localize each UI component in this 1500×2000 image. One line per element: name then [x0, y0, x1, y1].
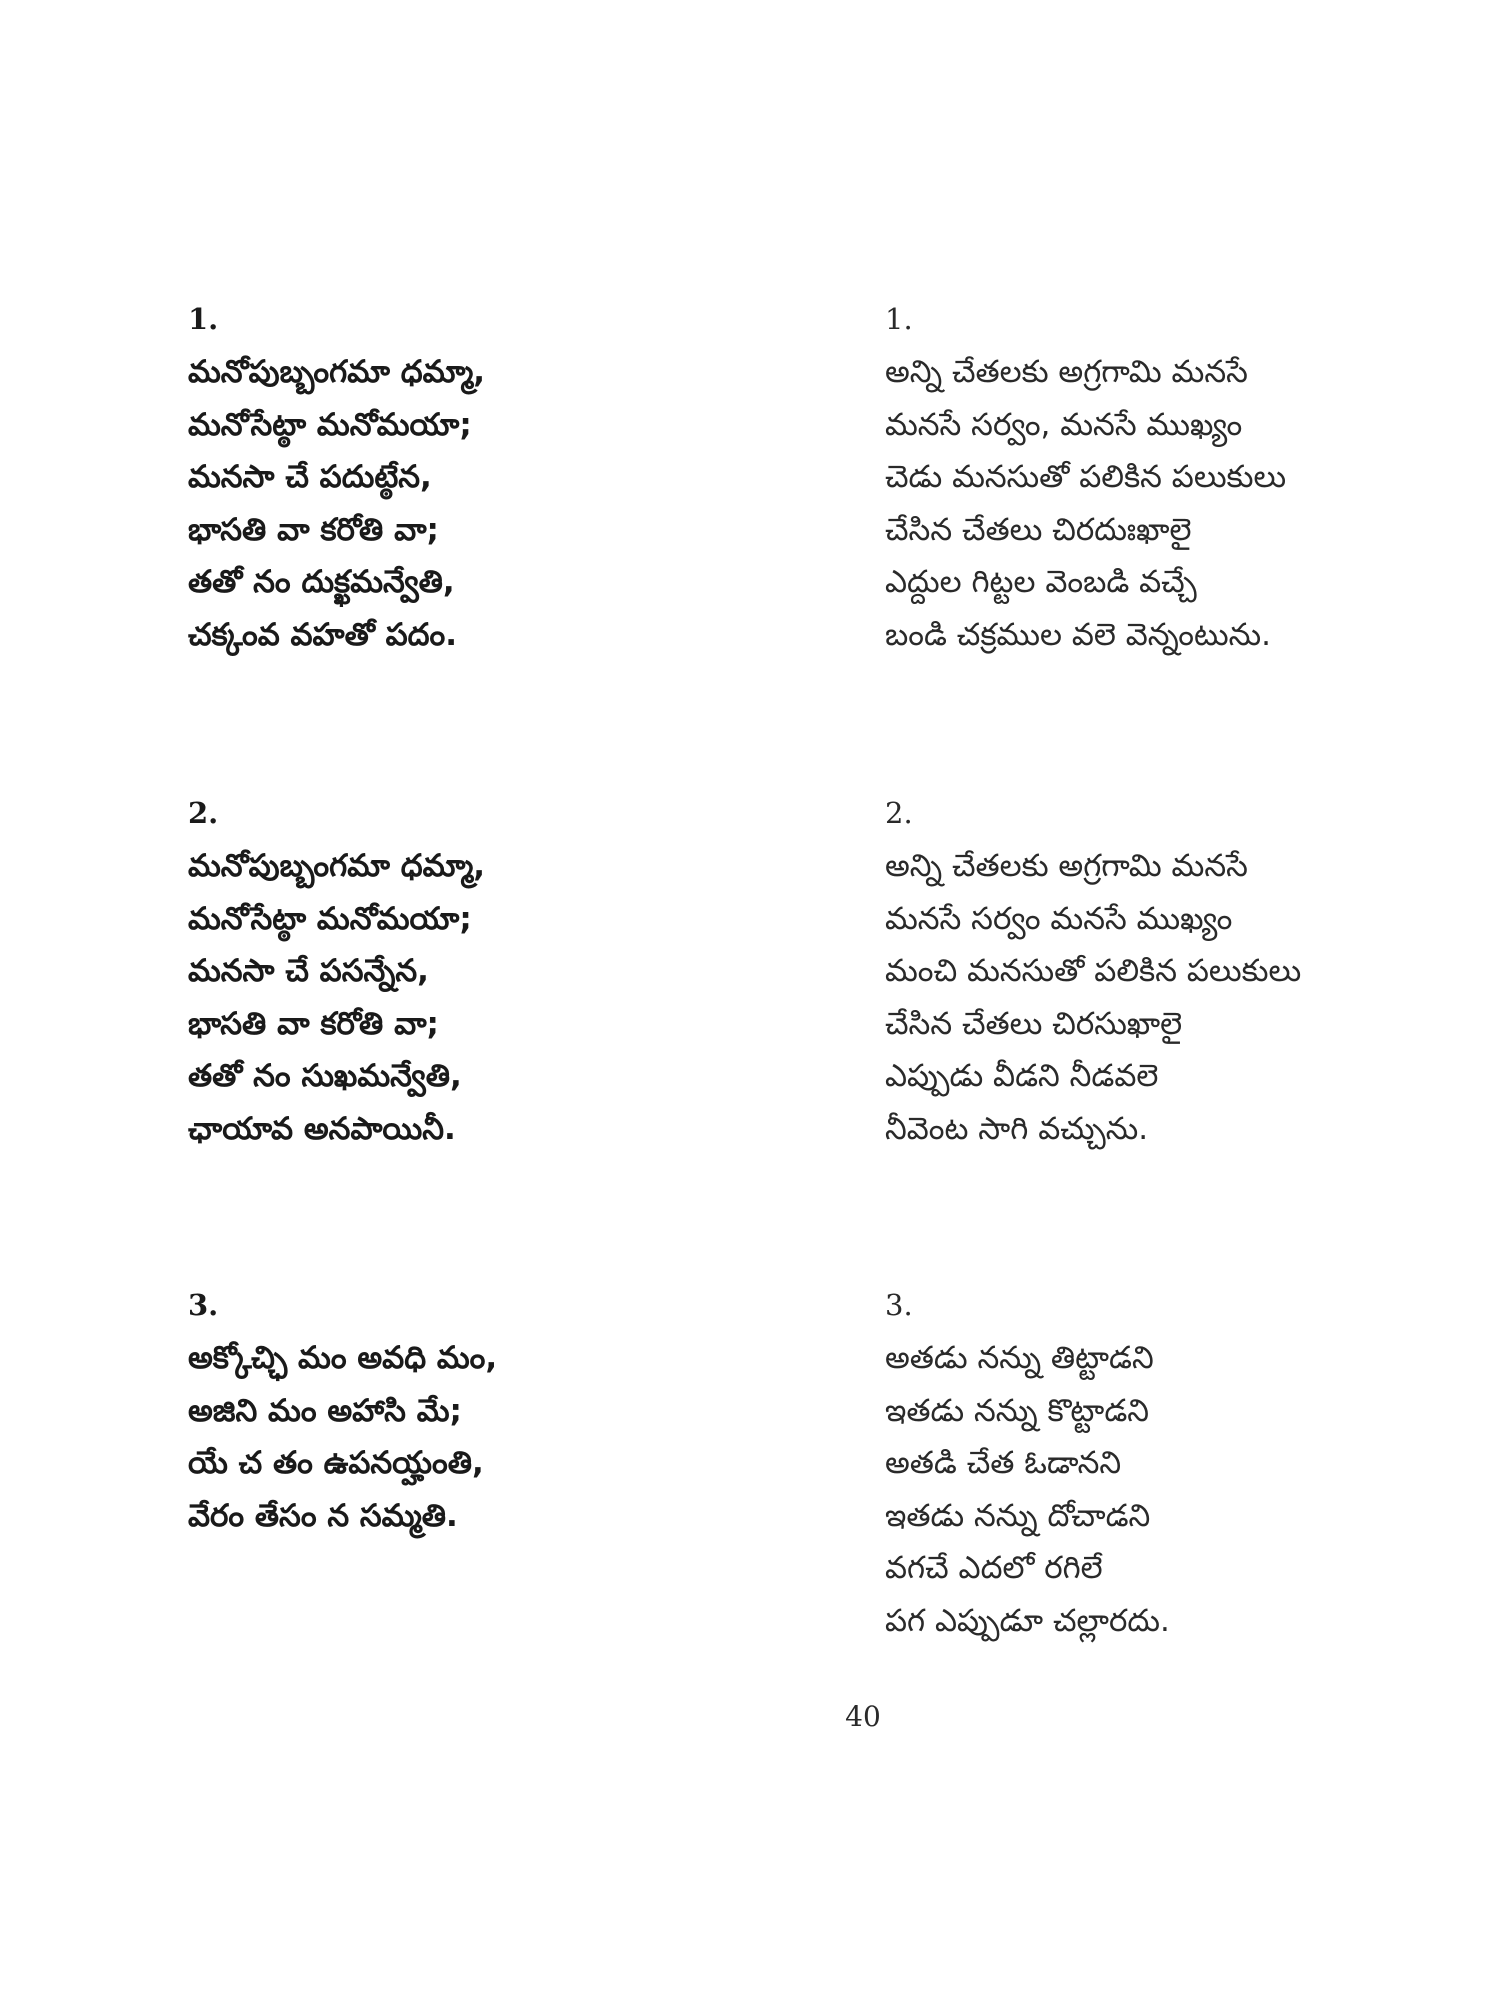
- verse-1-telugu: [885, 292, 1286, 661]
- verse-line: ఎప్పుడు వీడని నీడవలె: [885, 1058, 1159, 1094]
- verse-line: మనసే సర్వం మనసే ముఖ్యం: [885, 900, 1233, 937]
- verse-number: 2.: [188, 796, 219, 830]
- verse-line: అక్కోచ్ఛి మం అవధి మం,: [188, 1340, 498, 1376]
- verse-3-telugu: [885, 1278, 1170, 1647]
- verse-line: మనోసేట్ఠా మనోమయా;: [188, 406, 472, 443]
- verse-number: 2.: [885, 796, 913, 830]
- verse-line: మనోపుబ్బంగమా ధమ్మా,: [188, 354, 486, 390]
- verse-line: అతడి చేత ఓడానని: [885, 1445, 1122, 1481]
- verse-line: వేరం తేసం న సమ్మతి.: [188, 1497, 458, 1534]
- verse-line: మనసే సర్వం, మనసే ముఖ్యం: [885, 406, 1243, 443]
- verse-line: పగ ఎప్పుడూ చల్లారదు.: [885, 1602, 1170, 1639]
- verse-number: 1.: [885, 302, 913, 336]
- verse-number: 3.: [188, 1288, 219, 1322]
- verse-line: వగచే ఎదలో రగిలే: [885, 1550, 1103, 1586]
- verse-line: చేసిన చేతలు చిరదుఃఖాలై: [885, 511, 1192, 548]
- verse-line: అజిని మం అహాసి మే;: [188, 1392, 462, 1429]
- verse-line: తతో నం దుక్ఖమన్వేతి,: [188, 564, 455, 600]
- verse-number: 1.: [188, 302, 219, 336]
- verse-line: మనసా చే పదుట్ఠేన,: [188, 459, 432, 495]
- verse-number: 3.: [885, 1288, 913, 1322]
- verse-1-pali: [188, 292, 485, 661]
- verse-line: ఇతడు నన్ను కొట్టాడని: [885, 1392, 1150, 1429]
- verse-line: భాసతి వా కరోతి వా;: [188, 511, 439, 548]
- verse-line: ఎద్దుల గిట్టల వెంబడి వచ్చే: [885, 564, 1197, 600]
- verse-line: బండి చక్రముల వలె వెన్నంటును.: [885, 616, 1271, 653]
- verse-line: మనసా చే పసన్నేన,: [188, 953, 429, 989]
- verse-line: భాసతి వా కరోతి వా;: [188, 1005, 439, 1042]
- verse-line: చెడు మనసుతో పలికిన పలుకులు: [885, 459, 1287, 495]
- page-number: 40: [845, 1700, 881, 1733]
- verse-line: అన్ని చేతలకు అగ్రగామి మనసే: [885, 354, 1248, 390]
- verse-line: మనోసేట్ఠా మనోమయా;: [188, 900, 472, 937]
- verse-line: మంచి మనసుతో పలికిన పలుకులు: [885, 953, 1302, 989]
- verse-line: యే చ తం ఉపనయ్హంతి,: [188, 1445, 484, 1481]
- verse-3-pali: [188, 1278, 497, 1542]
- verse-line: అతడు నన్ను తిట్టాడని: [885, 1340, 1154, 1376]
- verse-2-pali: [188, 786, 485, 1155]
- verse-line: ఇతడు నన్ను దోచాడని: [885, 1497, 1151, 1534]
- verse-line: అన్ని చేతలకు అగ్రగామి మనసే: [885, 848, 1248, 884]
- verse-line: చక్కంవ వహతో పదం.: [188, 616, 458, 653]
- verse-line: తతో నం సుఖమన్వేతి,: [188, 1058, 462, 1094]
- verse-2-telugu: [885, 786, 1301, 1155]
- verse-line: నీవెంట సాగి వచ్చును.: [885, 1110, 1149, 1147]
- verse-line: చేసిన చేతలు చిరసుఖాలై: [885, 1005, 1183, 1042]
- verse-line: మనోపుబ్బంగమా ధమ్మా,: [188, 848, 486, 884]
- verse-line: ఛాయావ అనపాయినీ.: [188, 1110, 456, 1147]
